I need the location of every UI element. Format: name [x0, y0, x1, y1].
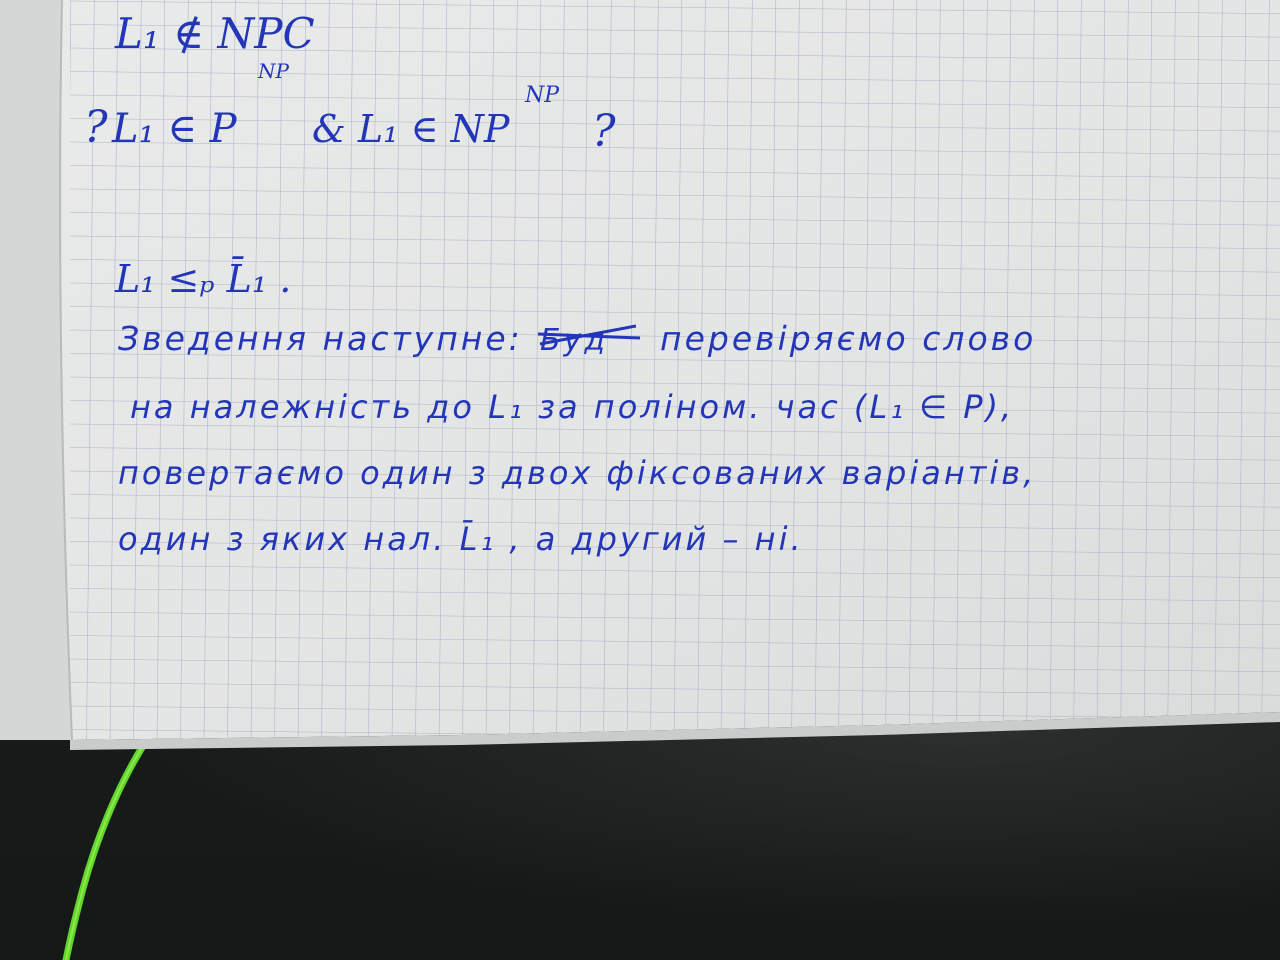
note-line-2-suffix: ? — [592, 106, 616, 157]
crossed-out-word-text: Буд — [540, 323, 609, 358]
note-line-3-reduction: L₁ ≤ₚ L̄₁ . — [115, 257, 292, 301]
paragraph-line-1-end: перевіряємо слово — [660, 319, 1037, 358]
note-line-1: L₁ ∉ NPC — [115, 9, 315, 58]
note-line-2-part-b: & L₁ ∈ NP — [312, 107, 510, 151]
note-line-2-superscript-b: NP — [525, 83, 560, 108]
paragraph-line-3: повертаємо один з двох фіксованих варіантів, — [118, 454, 1037, 492]
crossed-out-word — [538, 323, 640, 358]
paragraph-line-4: один з яких нал. L̄₁ , а другий – ні. — [118, 520, 804, 558]
paragraph-line-1-start: Зведення наступне: — [118, 319, 523, 358]
note-line-2-prefix: ? — [84, 102, 108, 153]
note-line-2-superscript-a: NP — [258, 59, 289, 83]
note-line-2-part-a: L₁ ∈ P — [112, 106, 237, 152]
paragraph-line-2: на належність до L₁ за поліном. час (L₁ ∈ P), — [130, 388, 1015, 426]
